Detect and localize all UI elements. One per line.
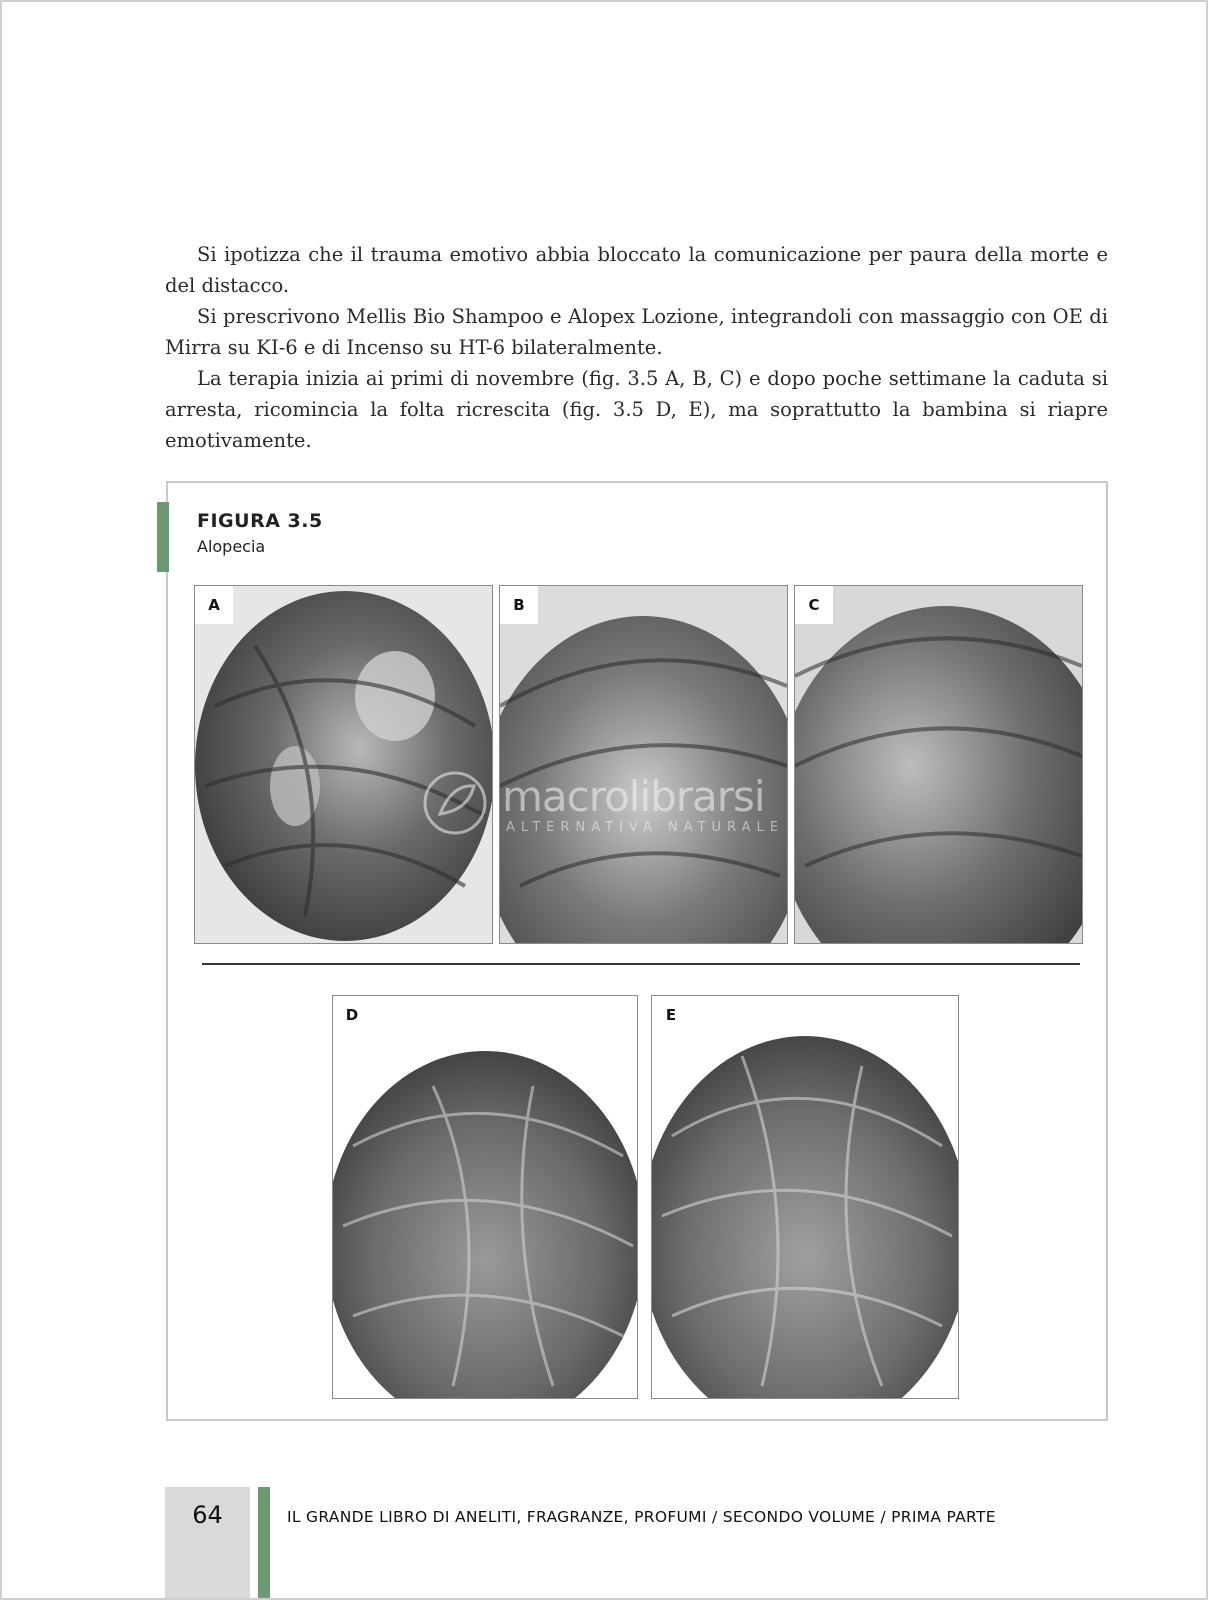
hair-photo-e <box>652 996 958 1398</box>
hair-photo-b <box>500 586 787 943</box>
figure-caption: Alopecia <box>197 537 266 556</box>
photo-c <box>794 585 1083 944</box>
hair-photo-c <box>795 586 1082 943</box>
photo-letter-e: E <box>652 996 690 1034</box>
page-number: 64 <box>192 1501 223 1529</box>
photo-letter-d: D <box>333 996 371 1034</box>
photo-a <box>194 585 493 944</box>
watermark-tagline: ALTERNATIVA NATURALE <box>506 820 784 835</box>
photo-letter-c: C <box>795 586 833 624</box>
body-text <box>165 239 1108 456</box>
photo-e <box>651 995 959 1399</box>
hair-photo-d <box>333 996 637 1398</box>
paragraph-1: Si ipotizza che il trauma emotivo abbia bloccato la comunicazione per paura della morte e del distacco. <box>165 243 1108 297</box>
figure-accent-bar <box>157 502 169 572</box>
photo-b <box>499 585 788 944</box>
figure-label: FIGURA 3.5 <box>197 510 323 532</box>
footer-page-box <box>165 1487 250 1598</box>
photo-letter-a: A <box>195 586 233 624</box>
photo-letter-b: B <box>500 586 538 624</box>
watermark-brand: macrolibrarsi <box>502 772 765 821</box>
footer-book-title: IL GRANDE LIBRO DI ANELITI, FRAGRANZE, PROFUMI / SECONDO VOLUME / PRIMA PARTE <box>287 1508 996 1526</box>
photo-d <box>332 995 638 1399</box>
paragraph-2: Si prescrivono Mellis Bio Shampoo e Alopex Lozione, integrandoli con massaggio con OE di Mirra su KI-6 e di Incenso su HT-6 bilateralmente. <box>165 305 1108 359</box>
hair-photo-a <box>195 586 492 943</box>
footer-accent-bar <box>258 1487 270 1598</box>
figure-divider <box>202 963 1080 965</box>
paragraph-3: La terapia inizia ai primi di novembre (fig. 3.5 A, B, C) e dopo poche settimane la caduta si arresta, ricomincia la folta ricrescita (fig. 3.5 D, E), ma soprattutto la bambina si riapre emotivamente. <box>165 367 1108 452</box>
